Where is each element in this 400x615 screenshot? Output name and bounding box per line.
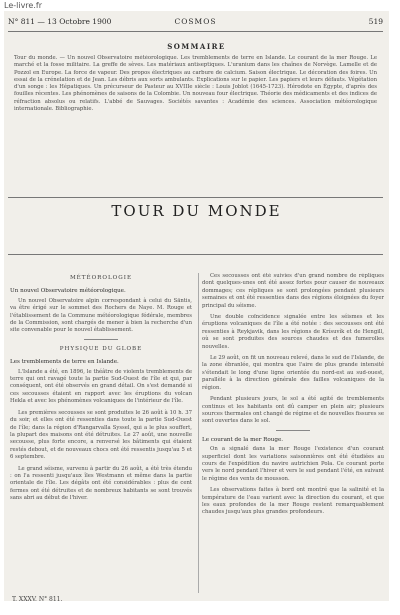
paragraph: Un nouvel Observatoire alpin correspondant à celui du Säntis, va être érigé sur le sommet des Rochers de Naye. M. Rouge et l'établissement de la Commune météorologique fédérale, membres de la Commission, sont chargés de mener à bien la recherche d'un site convenable pour le nouvel établissement. [10, 297, 192, 334]
right-column [202, 273, 384, 591]
column-separator [198, 273, 199, 593]
left-column [10, 273, 192, 593]
source-watermark: Le-livre.fr [4, 1, 42, 10]
paragraph: Les observations faites à bord ont montré que la salinité et la température de l'eau varient avec la direction du courant, et que les eaux profondes de la mer Rouge restent remarquablement chaudes jusqu'aux plus grandes profondeurs. [202, 487, 384, 516]
article-heading-red-sea: Le courant de la mer Rouge. [202, 436, 284, 443]
paragraph: Le grand séisme, survenu à partir du 26 août, a été très étendu : on l'a ressenti jusqu'aux îles Westmann et même dans la partie orientale de l'île. Les dégâts ont été considérables : plus de cent fermes ont été détruites et de nombreux habitants se sont trouvés sans abri au début de l'hiver. [10, 465, 192, 502]
divider [276, 430, 310, 431]
volume-footer: T. XXXV. N° 811. [12, 596, 63, 601]
sommaire-heading: SOMMAIRE [167, 42, 226, 51]
paragraph: L'Islande a été, en 1896, le théâtre de violents tremblements de terre qui ont ravagé toute la partie Sud-Ouest de l'île et qui, par conséquent, ont été observés en grand détail. On s'est demandé si ces secousses étaient en rapport avec les éruptions du volcan Hekla et avec les phénomènes volcaniques de l'intérieur de l'île. [10, 368, 192, 405]
article-heading-earthquakes: Les tremblements de terre en Islande. [10, 359, 119, 366]
issue-number: N° 811 — 13 Octobre 1900 [8, 17, 112, 26]
summary-rule [8, 197, 383, 198]
header-rule [8, 31, 383, 32]
paragraph: Une double coïncidence signalée entre les séismes et les éruptions volcaniques de l'île a été notée : des secousses ont été ressenties à Reykjavik, dans les régions de Krísuvík et de Hengill, où se sont produites des sources chaudes et des fumerolles nouvelles. [202, 314, 384, 350]
scanned-page [4, 11, 389, 601]
divider [84, 339, 118, 340]
paragraph: Ces secousses ont été suivies d'un grand nombre de répliques dont quelques-unes ont été assez fortes pour causer de nouveaux dommages; ces répliques se sont prolongées pendant plusieurs semaines et ont été ressenties dans des régions éloignées du foyer principal du séisme. [202, 273, 384, 309]
paragraph: On a signalé dans la mer Rouge l'existence d'un courant superficiel dont les variations saisonnières ont été étudiées au cours de l'expédition du navire autrichien Pola. Ce courant porte vers le nord pendant l'hiver et vers le sud pendant l'été, en suivant le régime des vents de mousson. [202, 446, 384, 482]
page-number: 519 [368, 17, 383, 26]
paragraph: Les premières secousses se sont produites le 26 août à 10 h. 37 du soir, et elles ont été ressenties dans toute la partie Sud-Ouest de l'île; dans la région d'Rangarvalla Syssel, qui a le plus souffert, la plupart des maisons ont été détruites. Le 27 août, une nouvelle secousse, plus forte encore, a renversé les bâtiments qui étaient restés debout, et de nouveaux chocs ont été ressentis jusqu'au 5 et 6 septembre. [10, 409, 192, 461]
section-heading-meteorology: MÉTÉOROLOGIE [69, 275, 133, 281]
section-heading-physics: PHYSIQUE DU GLOBE [59, 345, 143, 352]
sommaire-text: Tour du monde. — Un nouvel Observatoire météorologique. Les tremblements de terre en Islande. Le courant de la mer Rouge. Le marché et la fosse militaire. La greffe de sèves. Les matériaux antiseptiques. L'uranium dans les chaînes de Norvège. Lamelle et de Pozzol en Europe. La force de vapeur. Des propos électriques au carbure de calcium. Saison électrique. Le décoration des foires. Un essai de la crénelation et de Jean. Les débris aux sorts ambulants. Explications sur le papier. Les papiers et leurs défauts. Végétation d'un songe : les Hépatiques. Un précurseur de Pasteur au XVIIIe siècle : Louis Joblot (1645-1723). Hérodote en Égypte, d'après des fouilles récentes. Les phénomènes de saisons de la Colombie. Un nouveau four électrique. Théorie des médicaments et des indices de réfraction absolus ou relatifs. L'abbé de Sauvages. Sociétés savantes : Académie des sciences. Association météorologique internationale. Bibliographie. [14, 55, 377, 113]
journal-name: COSMOS [174, 17, 217, 26]
running-header [8, 17, 383, 29]
paragraph: Le 29 août, on fit un nouveau relevé, dans le sud de l'Islande, de la zone ébranlée, qui montra que l'aire de plus grande intensité s'étendait le long d'une ligne orientée du nord-est au sud-ouest, parallèle à la direction générale des failles volcaniques de la région. [202, 355, 384, 391]
title-rule [8, 254, 383, 255]
paragraph: Pendant plusieurs jours, le sol a été agité de tremblements continus et les habitants ont dû camper en plein air; plusieurs sources thermales ont changé de régime et de nouvelles fissures se sont ouvertes dans le sol. [202, 396, 384, 425]
section-title: TOUR DU MONDE [111, 202, 282, 220]
article-heading-observatory: Un nouvel Observatoire météorologique. [10, 288, 126, 295]
